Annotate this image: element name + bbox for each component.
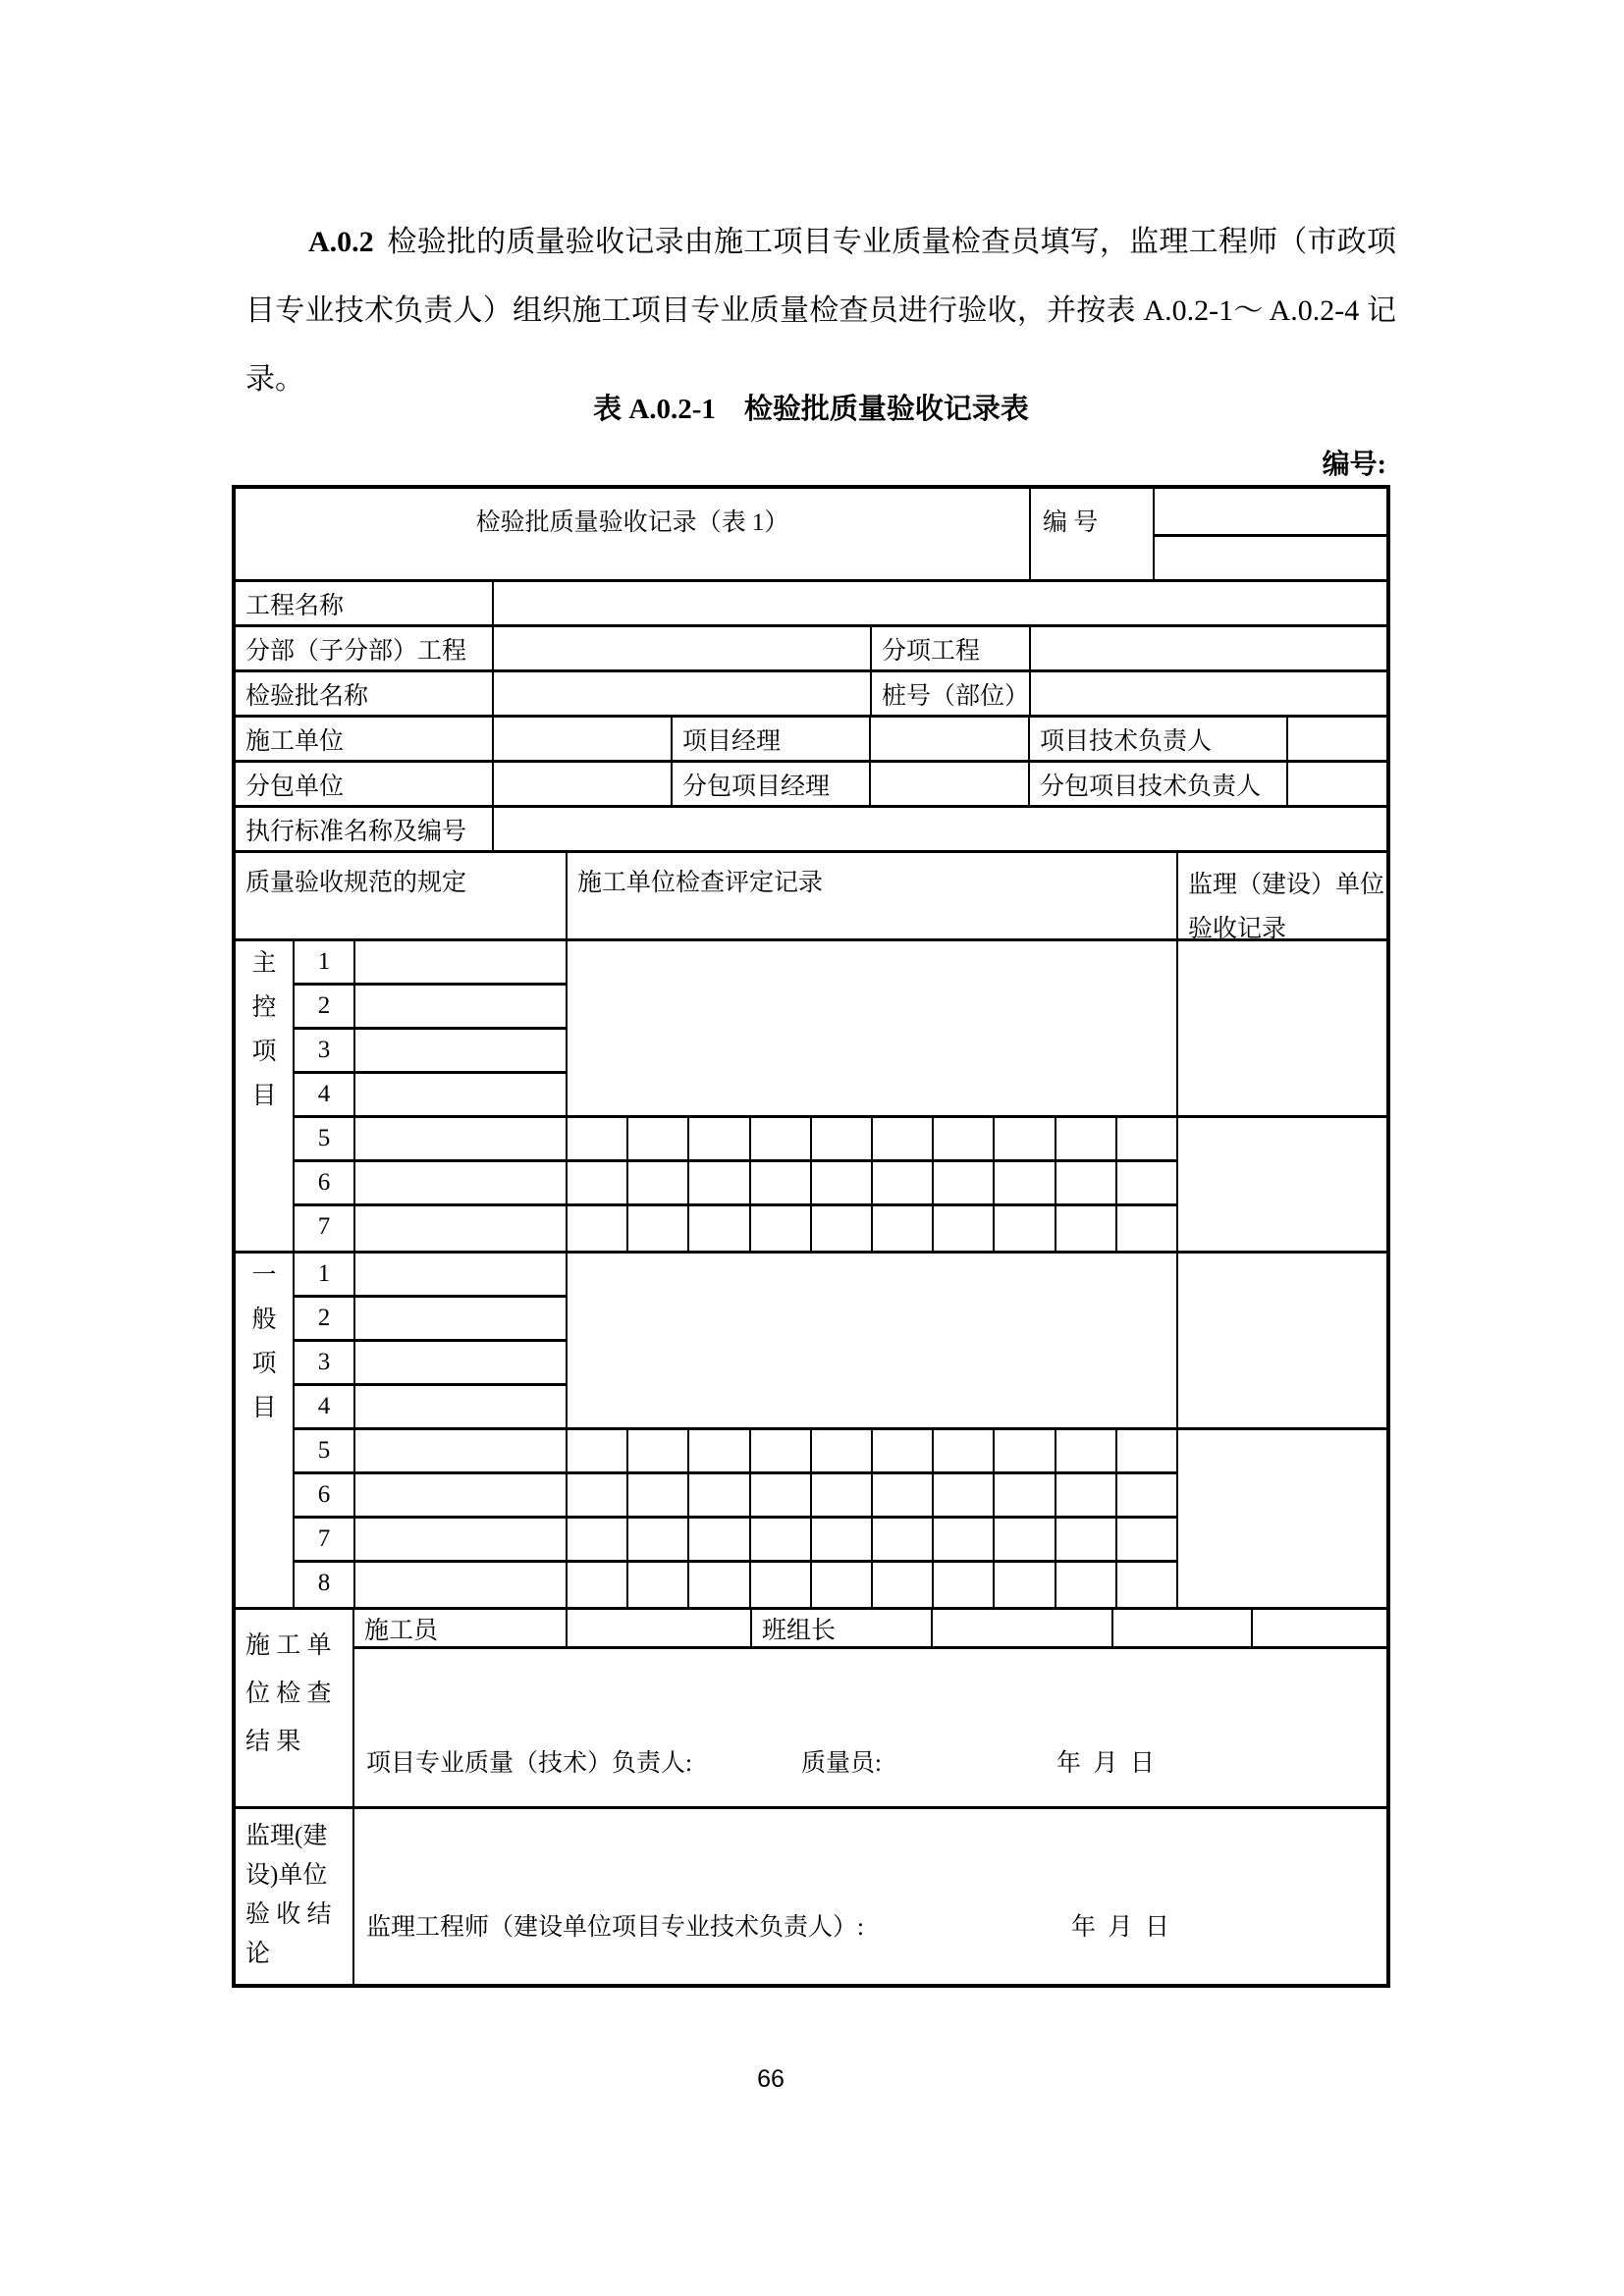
check-grid-cell[interactable]	[812, 1519, 873, 1560]
clause-paragraph	[245, 208, 1396, 414]
check-grid-cell[interactable]	[1117, 1563, 1176, 1607]
check-grid-cell[interactable]	[689, 1474, 750, 1516]
project-name-value[interactable]	[494, 582, 1386, 624]
regulation-header-cell: 质量验收规范的规定	[236, 853, 568, 938]
foreman-value[interactable]	[933, 1610, 1113, 1646]
item-number: 5	[295, 1118, 355, 1159]
contractor-record-header-cell: 施工单位检查评定记录	[568, 853, 1178, 938]
check-grid-cell[interactable]	[812, 1162, 873, 1203]
check-grid-cell[interactable]	[812, 1118, 873, 1159]
item-number: 7	[295, 1206, 355, 1251]
check-grid-cell[interactable]	[568, 1563, 628, 1607]
spec-item-text-cell[interactable]	[355, 941, 566, 983]
check-record-merged-cell[interactable]	[568, 941, 1176, 1118]
check-grid-cell[interactable]	[812, 1206, 873, 1251]
subitem-work-label: 分项工程	[872, 627, 1031, 669]
main-control-supervisor-records	[1178, 941, 1386, 1251]
check-grid-cell[interactable]	[751, 1162, 812, 1203]
item-number: 2	[295, 1298, 355, 1339]
construction-staff-row	[354, 1610, 1386, 1649]
general-items-label: 一 般 项 目	[236, 1254, 295, 1607]
staff-extra-cell[interactable]	[1113, 1610, 1253, 1646]
chainage-value[interactable]	[1031, 672, 1386, 715]
check-grid-cell[interactable]	[751, 1519, 812, 1560]
supervisor-record-cell[interactable]	[1178, 1430, 1386, 1607]
table-header-row	[236, 489, 1386, 582]
item-number: 1	[295, 941, 355, 983]
check-grid-cell[interactable]	[689, 1563, 750, 1607]
spec-item-text-cell[interactable]	[355, 1074, 566, 1115]
check-grid-cell[interactable]	[873, 1474, 934, 1516]
item-number: 3	[295, 1030, 355, 1071]
subitem-work-value[interactable]	[1031, 627, 1386, 669]
supervisor-record-cell[interactable]	[1178, 1118, 1386, 1251]
check-grid-cell[interactable]	[995, 1118, 1056, 1159]
serial-caption: 编号:	[1322, 450, 1386, 480]
check-grid-cell[interactable]	[1056, 1563, 1117, 1607]
general-supervisor-records	[1178, 1254, 1386, 1607]
check-grid-cell[interactable]	[1117, 1519, 1176, 1560]
check-grid-cell[interactable]	[995, 1474, 1056, 1516]
check-grid-cell[interactable]	[628, 1563, 689, 1607]
check-grid-cell[interactable]	[568, 1206, 628, 1251]
check-grid-cell[interactable]	[1056, 1206, 1117, 1251]
main-control-check-records	[568, 941, 1178, 1251]
supervision-conclusion-label: 监理(建 设)单位 验 收 结 论	[236, 1809, 354, 1984]
check-grid-cell[interactable]	[873, 1563, 934, 1607]
spec-item-text-cell[interactable]	[355, 1563, 566, 1607]
worker-label: 施工员	[354, 1610, 568, 1646]
standard-value[interactable]	[494, 808, 1386, 850]
staff-extra-cell[interactable]	[1253, 1610, 1386, 1646]
quality-officer-sign-label: 质量员:	[801, 1750, 882, 1777]
sub-project-manager-label: 分包项目经理	[673, 763, 871, 805]
spec-item-text-cell[interactable]	[355, 1298, 566, 1339]
supervisor-record-cell[interactable]	[1178, 941, 1386, 1118]
item-number: 6	[295, 1474, 355, 1516]
check-grid-cell[interactable]	[628, 1118, 689, 1159]
check-grid-cell[interactable]	[689, 1206, 750, 1251]
construction-check-content	[354, 1610, 1386, 1806]
contractor-row	[236, 718, 1386, 763]
check-grid-cell[interactable]	[1117, 1474, 1176, 1516]
spec-item-text-cell[interactable]	[355, 1162, 566, 1203]
check-grid-cell[interactable]	[1056, 1162, 1117, 1203]
supervisor-record-header-cell	[1178, 853, 1386, 942]
supervisor-engineer-sign-label: 监理工程师（建设单位项目专业技术负责人）:	[366, 1914, 864, 1941]
check-grid-cell[interactable]	[628, 1474, 689, 1516]
contractor-label: 施工单位	[236, 718, 494, 760]
check-grid-cell[interactable]	[934, 1430, 995, 1471]
check-grid-cell[interactable]	[1056, 1118, 1117, 1159]
batch-name-label: 检验批名称	[236, 672, 494, 715]
main-control-label: 主 控 项 目	[236, 941, 295, 1251]
spec-item-text-cell[interactable]	[355, 1342, 566, 1383]
item-number: 7	[295, 1519, 355, 1560]
check-grid-cell[interactable]	[995, 1162, 1056, 1203]
worker-value[interactable]	[568, 1610, 752, 1646]
clause-number: A.0.2	[308, 226, 374, 258]
check-grid-cell[interactable]	[628, 1519, 689, 1560]
check-grid-cell[interactable]	[934, 1118, 995, 1159]
spec-item-text-cell[interactable]	[355, 1430, 566, 1471]
check-grid-cell[interactable]	[1117, 1162, 1176, 1203]
batch-name-row	[236, 672, 1386, 718]
check-grid-cell[interactable]	[1056, 1430, 1117, 1471]
check-grid-cell[interactable]	[1056, 1474, 1117, 1516]
project-name-row	[236, 582, 1386, 627]
contractor-value[interactable]	[494, 718, 673, 760]
spec-item-text-cell[interactable]	[355, 1206, 566, 1251]
check-grid-cell[interactable]	[751, 1474, 812, 1516]
spec-item-text-cell[interactable]	[355, 1519, 566, 1560]
spec-header-row	[236, 853, 1386, 941]
subcontractor-row	[236, 763, 1386, 808]
check-grid-cell[interactable]	[628, 1206, 689, 1251]
item-number: 2	[295, 986, 355, 1027]
supervision-conclusion-section	[236, 1809, 1386, 1984]
check-grid-cell[interactable]	[689, 1162, 750, 1203]
batch-name-value[interactable]	[494, 672, 872, 715]
serial-label-cell: 编 号	[1031, 489, 1155, 579]
check-grid-cell[interactable]	[751, 1206, 812, 1251]
spec-item-text-cell[interactable]	[355, 1254, 566, 1295]
chainage-label: 桩号（部位）	[872, 672, 1031, 715]
check-grid-cell[interactable]	[995, 1206, 1056, 1251]
construction-date-label: 年 月 日	[1056, 1750, 1156, 1777]
division-work-value[interactable]	[494, 627, 872, 669]
item-number: 3	[295, 1342, 355, 1383]
sub-project-manager-value[interactable]	[871, 763, 1030, 805]
check-grid-cell[interactable]	[873, 1206, 934, 1251]
supervisor-record-header-line1: 监理（建设）单位	[1188, 872, 1385, 898]
check-grid-cell[interactable]	[568, 1519, 628, 1560]
serial-value-top[interactable]	[1155, 489, 1386, 537]
check-grid-cell[interactable]	[1117, 1118, 1176, 1159]
check-grid-cell[interactable]	[1117, 1430, 1176, 1471]
check-grid-cell[interactable]	[873, 1519, 934, 1560]
project-manager-label: 项目经理	[673, 718, 871, 760]
foreman-label: 班组长	[752, 1610, 933, 1646]
project-name-label: 工程名称	[236, 582, 494, 624]
sub-tech-director-label: 分包项目技术负责人	[1030, 763, 1288, 805]
check-grid-cell[interactable]	[934, 1206, 995, 1251]
quality-director-sign-label: 项目专业质量（技术）负责人:	[366, 1750, 692, 1777]
item-number: 4	[295, 1074, 355, 1115]
check-grid-cell[interactable]	[873, 1162, 934, 1203]
check-grid-cell[interactable]	[628, 1162, 689, 1203]
inspection-record-table	[232, 485, 1390, 1988]
record-title-cell: 检验批质量验收记录（表 1）	[236, 489, 1031, 579]
page-number: 66	[757, 2065, 785, 2093]
check-grid-cell[interactable]	[751, 1430, 812, 1471]
check-grid-cell[interactable]	[689, 1430, 750, 1471]
standard-row	[236, 808, 1386, 853]
supervision-date-label: 年 月 日	[1071, 1914, 1170, 1941]
item-number: 5	[295, 1430, 355, 1471]
project-manager-value[interactable]	[871, 718, 1030, 760]
check-grid-cell[interactable]	[1117, 1206, 1176, 1251]
main-control-section	[236, 941, 1386, 1254]
check-grid-cell[interactable]	[568, 1162, 628, 1203]
construction-check-section	[236, 1610, 1386, 1809]
item-number: 1	[295, 1254, 355, 1295]
check-grid-cell[interactable]	[628, 1430, 689, 1471]
check-grid-cell[interactable]	[812, 1430, 873, 1471]
construction-signature-area[interactable]	[354, 1649, 1386, 1806]
subcontractor-label: 分包单位	[236, 763, 494, 805]
check-grid-cell[interactable]	[934, 1563, 995, 1607]
check-record-merged-cell[interactable]	[568, 1254, 1176, 1430]
division-work-row	[236, 627, 1386, 672]
check-grid-cell[interactable]	[812, 1563, 873, 1607]
item-number: 6	[295, 1162, 355, 1203]
tech-director-label: 项目技术负责人	[1030, 718, 1288, 760]
check-grid-cell[interactable]	[995, 1519, 1056, 1560]
serial-value-bottom[interactable]	[1155, 537, 1386, 579]
table-title: 表 A.0.2-1 检验批质量验收记录表	[593, 394, 1029, 425]
spec-item-text-cell[interactable]	[355, 986, 566, 1027]
item-number: 4	[295, 1386, 355, 1427]
supervisor-record-header-line2: 验收记录	[1188, 916, 1287, 942]
sub-tech-director-value[interactable]	[1288, 763, 1386, 805]
clause-text: 检验批的质量验收记录由施工项目专业质量检查员填写，监理工程师（市政项目专业技术负责人）组织施工项目专业质量检查员进行验收，并按表 A.0.2-1～ A.0.2-4 记录。	[245, 226, 1397, 396]
check-grid-cell[interactable]	[689, 1519, 750, 1560]
check-grid-cell[interactable]	[812, 1474, 873, 1516]
check-grid-cell[interactable]	[568, 1118, 628, 1159]
check-grid-cell[interactable]	[568, 1430, 628, 1471]
tech-director-value[interactable]	[1288, 718, 1386, 760]
main-control-items	[295, 941, 568, 1251]
check-grid-cell[interactable]	[1056, 1519, 1117, 1560]
check-grid-cell[interactable]	[751, 1563, 812, 1607]
construction-check-label: 施 工 单 位 检 查 结 果	[236, 1610, 354, 1806]
check-grid-cell[interactable]	[934, 1162, 995, 1203]
supervision-signature-area[interactable]	[354, 1809, 1386, 1984]
subcontractor-value[interactable]	[494, 763, 673, 805]
item-number: 8	[295, 1563, 355, 1607]
spec-item-text-cell[interactable]	[355, 1386, 566, 1427]
check-grid-cell[interactable]	[751, 1118, 812, 1159]
check-grid-cell[interactable]	[995, 1563, 1056, 1607]
check-grid-cell[interactable]	[873, 1118, 934, 1159]
spec-item-text-cell[interactable]	[355, 1118, 566, 1159]
division-work-label: 分部（子分部）工程	[236, 627, 494, 669]
supervisor-record-cell[interactable]	[1178, 1254, 1386, 1430]
standard-label: 执行标准名称及编号	[236, 808, 494, 850]
general-items-section	[236, 1254, 1386, 1610]
general-check-records	[568, 1254, 1178, 1607]
general-items	[295, 1254, 568, 1607]
check-grid-cell[interactable]	[934, 1474, 995, 1516]
spec-item-text-cell[interactable]	[355, 1030, 566, 1071]
check-grid-cell[interactable]	[934, 1519, 995, 1560]
check-grid-cell[interactable]	[568, 1474, 628, 1516]
check-grid-cell[interactable]	[873, 1430, 934, 1471]
check-grid-cell[interactable]	[995, 1430, 1056, 1471]
check-grid-cell[interactable]	[689, 1118, 750, 1159]
spec-item-text-cell[interactable]	[355, 1474, 566, 1516]
serial-value-cells	[1155, 489, 1386, 579]
